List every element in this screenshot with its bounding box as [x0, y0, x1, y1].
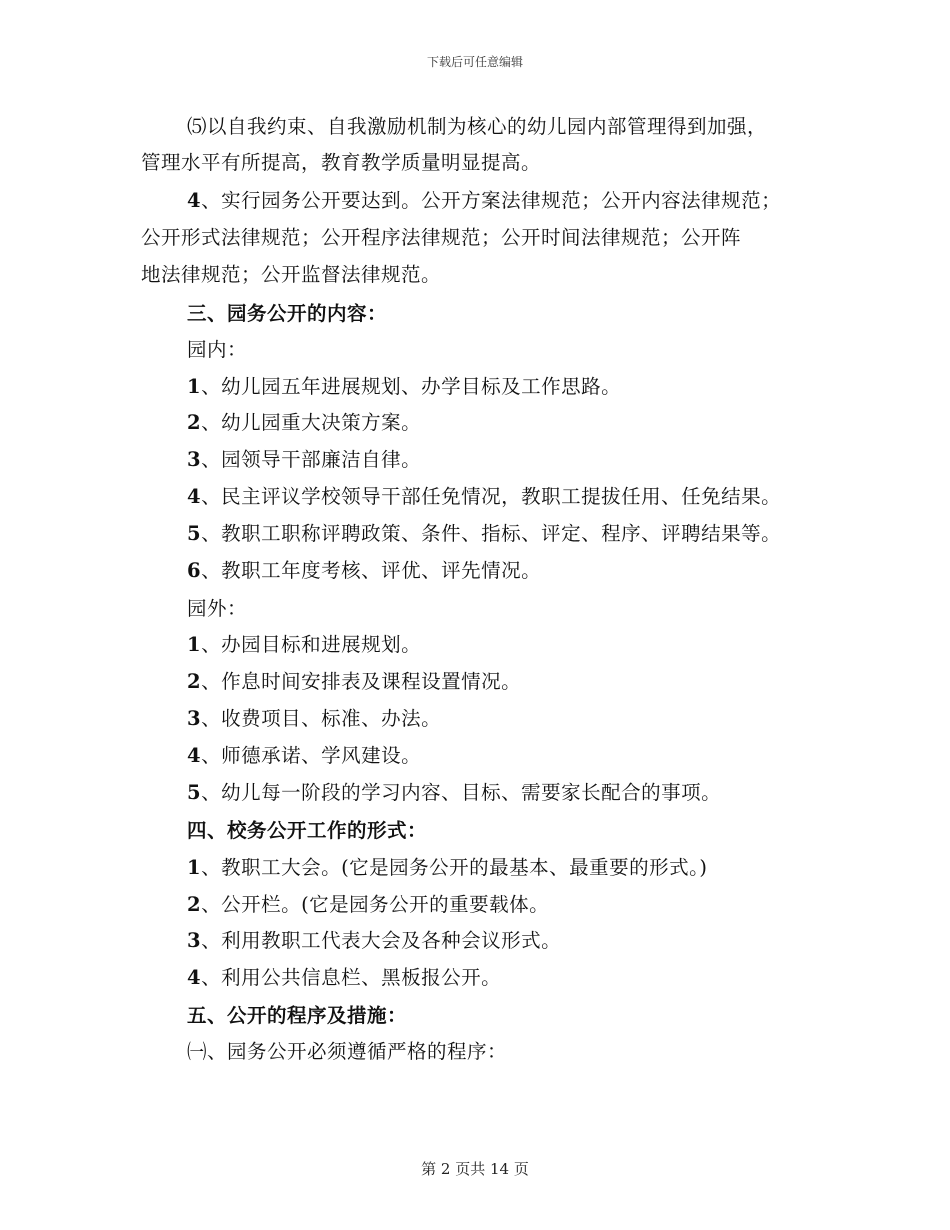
list-item — [187, 445, 421, 475]
list-text: 、利用教职工代表大会及各种会议形式。 — [201, 929, 562, 952]
list-text: 、公开栏。(它是园务公开的重要载体。 — [201, 893, 550, 916]
list-number: 4 — [187, 744, 202, 767]
list-number: 4 — [187, 966, 202, 989]
list-text: 、收费项目、标准、办法。 — [201, 707, 442, 730]
section-heading: 四、校务公开工作的形式： — [187, 819, 428, 842]
list-text: 、实行园务公开要达到。公开方案法律规范；公开内容法律规范； — [201, 189, 782, 212]
list-text: 、幼儿园五年进展规划、办学目标及工作思路。 — [201, 375, 622, 398]
paragraph-line: ㈠、园务公开必须遵循严格的程序： — [187, 1040, 508, 1063]
page-header: 下载后可任意编辑 — [426, 55, 523, 69]
list-item — [187, 963, 501, 993]
list-item — [187, 519, 781, 549]
list-number: 1 — [187, 633, 202, 656]
list-item — [187, 704, 441, 734]
list-text: 、教职工大会。(它是园务公开的最基本、最重要的形式。) — [201, 856, 708, 879]
subheading-outside: 园外： — [187, 597, 248, 620]
list-item — [187, 741, 421, 771]
list-number: 1 — [187, 375, 202, 398]
list-number: 5 — [187, 781, 202, 804]
list-text: 、民主评议学校领导干部任免情况，教职工提拔任用、任免结果。 — [201, 485, 782, 508]
list-number: 4 — [187, 485, 202, 508]
list-item — [187, 890, 549, 920]
list-text: 、利用公共信息栏、黑板报公开。 — [201, 966, 502, 989]
paragraph-line: 公开形式法律规范；公开程序法律规范；公开时间法律规范；公开阵 — [141, 226, 742, 249]
list-text: 、园领导干部廉洁自律。 — [201, 448, 422, 471]
list-text: 、幼儿每一阶段的学习内容、目标、需要家长配合的事项。 — [201, 781, 722, 804]
list-number: 4 — [187, 189, 202, 212]
paragraph-line: 管理水平有所提高，教育教学质量明显提高。 — [141, 151, 542, 174]
list-number: 2 — [187, 670, 202, 693]
subheading-inside: 园内： — [187, 338, 248, 361]
list-item — [187, 408, 421, 438]
list-item — [187, 778, 721, 808]
section-heading: 三、园务公开的内容： — [187, 302, 388, 325]
list-number: 3 — [187, 448, 202, 471]
list-text: 、教职工年度考核、评优、评先情况。 — [201, 559, 542, 582]
list-item — [187, 667, 521, 697]
list-text: 、师德承诺、学风建设。 — [201, 744, 422, 767]
list-text: 、作息时间安排表及课程设置情况。 — [201, 670, 522, 693]
list-number: 3 — [187, 707, 202, 730]
list-text: 、教职工职称评聘政策、条件、指标、评定、程序、评聘结果等。 — [201, 522, 782, 545]
section-heading: 五、公开的程序及措施： — [187, 1004, 408, 1027]
list-item — [187, 630, 421, 660]
list-item — [187, 853, 708, 883]
paragraph-line: 地法律规范；公开监督法律规范。 — [141, 263, 442, 286]
list-number: 1 — [187, 856, 202, 879]
list-item — [187, 482, 781, 512]
list-number: 2 — [187, 893, 202, 916]
list-number: 5 — [187, 522, 202, 545]
list-item — [187, 372, 621, 402]
list-number: 6 — [187, 559, 202, 582]
list-number: 3 — [187, 929, 202, 952]
page-footer: 第 2 页共 14 页 — [421, 1160, 529, 1178]
list-item — [187, 556, 541, 586]
paragraph-line — [187, 186, 781, 216]
list-number: 2 — [187, 411, 202, 434]
list-text: 、办园目标和进展规划。 — [201, 633, 422, 656]
paragraph-line: ⑸以自我约束、自我激励机制为核心的幼儿园内部管理得到加强， — [187, 115, 768, 138]
list-text: 、幼儿园重大决策方案。 — [201, 411, 422, 434]
list-item — [187, 926, 561, 956]
